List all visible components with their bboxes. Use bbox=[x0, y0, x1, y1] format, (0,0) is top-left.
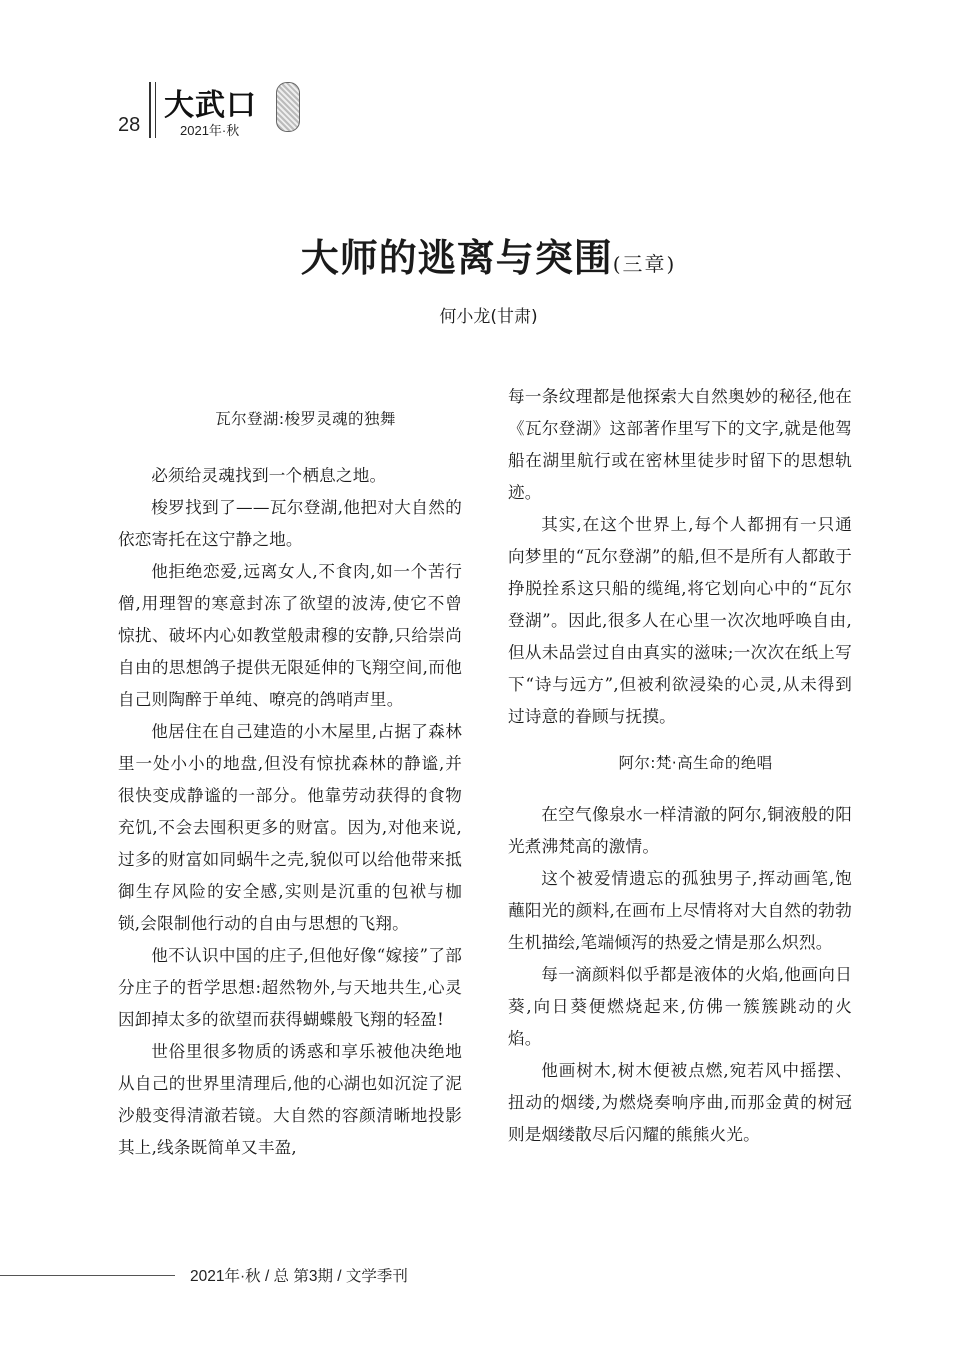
masthead-logo: 大武口 bbox=[164, 88, 257, 123]
title-main: 大师的逃离与突围 bbox=[300, 235, 613, 280]
paragraph: 他画树木,树木便被点燃,宛若风中摇摆、扭动的烟缕,为燃烧奏响序曲,而那金黄的树冠则是烟缕散尽后闪耀的熊熊火光。 bbox=[508, 1061, 852, 1144]
paragraph: 他不认识中国的庄子,但他好像“嫁接”了部分庄子的哲学思想:超然物外,与天地共生,心灵因卸掉太多的欲望而获得蝴蝶般飞翔的轻盈! bbox=[118, 946, 462, 1029]
footer-rule bbox=[0, 1275, 175, 1276]
right-column bbox=[508, 381, 852, 1151]
paragraph-continuation: 每一条纹理都是他探索大自然奥妙的秘径,他在《瓦尔登湖》这部著作里写下的文字,就是他驾船在湖里航行或在密林里徒步时留下的思想轨迹。 bbox=[508, 387, 852, 502]
header-divider-thin bbox=[155, 82, 156, 138]
page-number: 28 bbox=[118, 114, 141, 136]
author-byline: 何小龙(甘肃) bbox=[439, 307, 538, 327]
paragraph: 梭罗找到了——瓦尔登湖,他把对大自然的依恋寄托在这宁静之地。 bbox=[118, 498, 462, 549]
title-suffix: (三章) bbox=[612, 252, 677, 276]
paragraph: 他居住在自己建造的小木屋里,占据了森林里一处小小的地盘,但没有惊扰森林的静谧,并很快变成静谧的一部分。他靠劳动获得的食物充饥,不会去囤积更多的财富。因为,对他来说,过多的财富如同蜗牛之壳,貌似可以给他带来抵御生存风险的安全感,实则是沉重的包袱与枷锁,会限制他行动的自由与思想的飞翔。 bbox=[118, 722, 462, 933]
left-column bbox=[118, 386, 462, 1164]
paragraph: 世俗里很多物质的诱惑和享乐被他决绝地从自己的世界里清理后,他的心湖也如沉淀了泥沙般变得清澈若镜。大自然的容颜清晰地投影其上,线条既简单又丰盈, bbox=[118, 1042, 462, 1157]
paragraph: 其实,在这个世界上,每个人都拥有一只通向梦里的“瓦尔登湖”的船,但不是所有人都敢于挣脱拴系这只船的缆绳,将它划向心中的“瓦尔登湖”。因此,很多人在心里一次次地呼唤自由,但从未品尝过自由真实的滋味;一次次在纸上写下“诗与远方”,但被利欲浸染的心灵,从未得到过诗意的眷顾与抚摸。 bbox=[508, 515, 852, 726]
paragraph: 必须给灵魂找到一个栖息之地。 bbox=[151, 466, 387, 485]
footer-issue-info: 2021年·秋 / 总 第3期 / 文学季刊 bbox=[190, 1268, 408, 1285]
paragraph: 在空气像泉水一样清澈的阿尔,铜液般的阳光煮沸梵高的激情。 bbox=[508, 805, 852, 856]
issue-season: 2021年·秋 bbox=[180, 123, 240, 138]
header-divider bbox=[149, 82, 151, 138]
paragraph: 他拒绝恋爱,远离女人,不食肉,如一个苦行僧,用理智的寒意封冻了欲望的波涛,使它不曾惊扰、破坏内心如教堂般肃穆的安静,只给崇尚自由的思想鸽子提供无限延伸的飞翔空间,而他自己则陶醉于单纯、嘹亮的鸽哨声里。 bbox=[118, 562, 462, 709]
seal-emblem-icon bbox=[276, 82, 300, 132]
paragraph: 这个被爱情遗忘的孤独男子,挥动画笔,饱蘸阳光的颜料,在画布上尽情将对大自然的勃勃生机描绘,笔端倾泻的热爱之情是那么炽烈。 bbox=[508, 869, 852, 952]
article-title bbox=[0, 227, 977, 282]
paragraph: 每一滴颜料似乎都是液体的火焰,他画向日葵,向日葵便燃烧起来,仿佛一簇簇跳动的火焰。 bbox=[508, 965, 852, 1048]
section-heading: 瓦尔登湖:梭罗灵魂的独舞 bbox=[215, 410, 396, 428]
section-heading: 阿尔:梵·高生命的绝唱 bbox=[618, 754, 773, 772]
